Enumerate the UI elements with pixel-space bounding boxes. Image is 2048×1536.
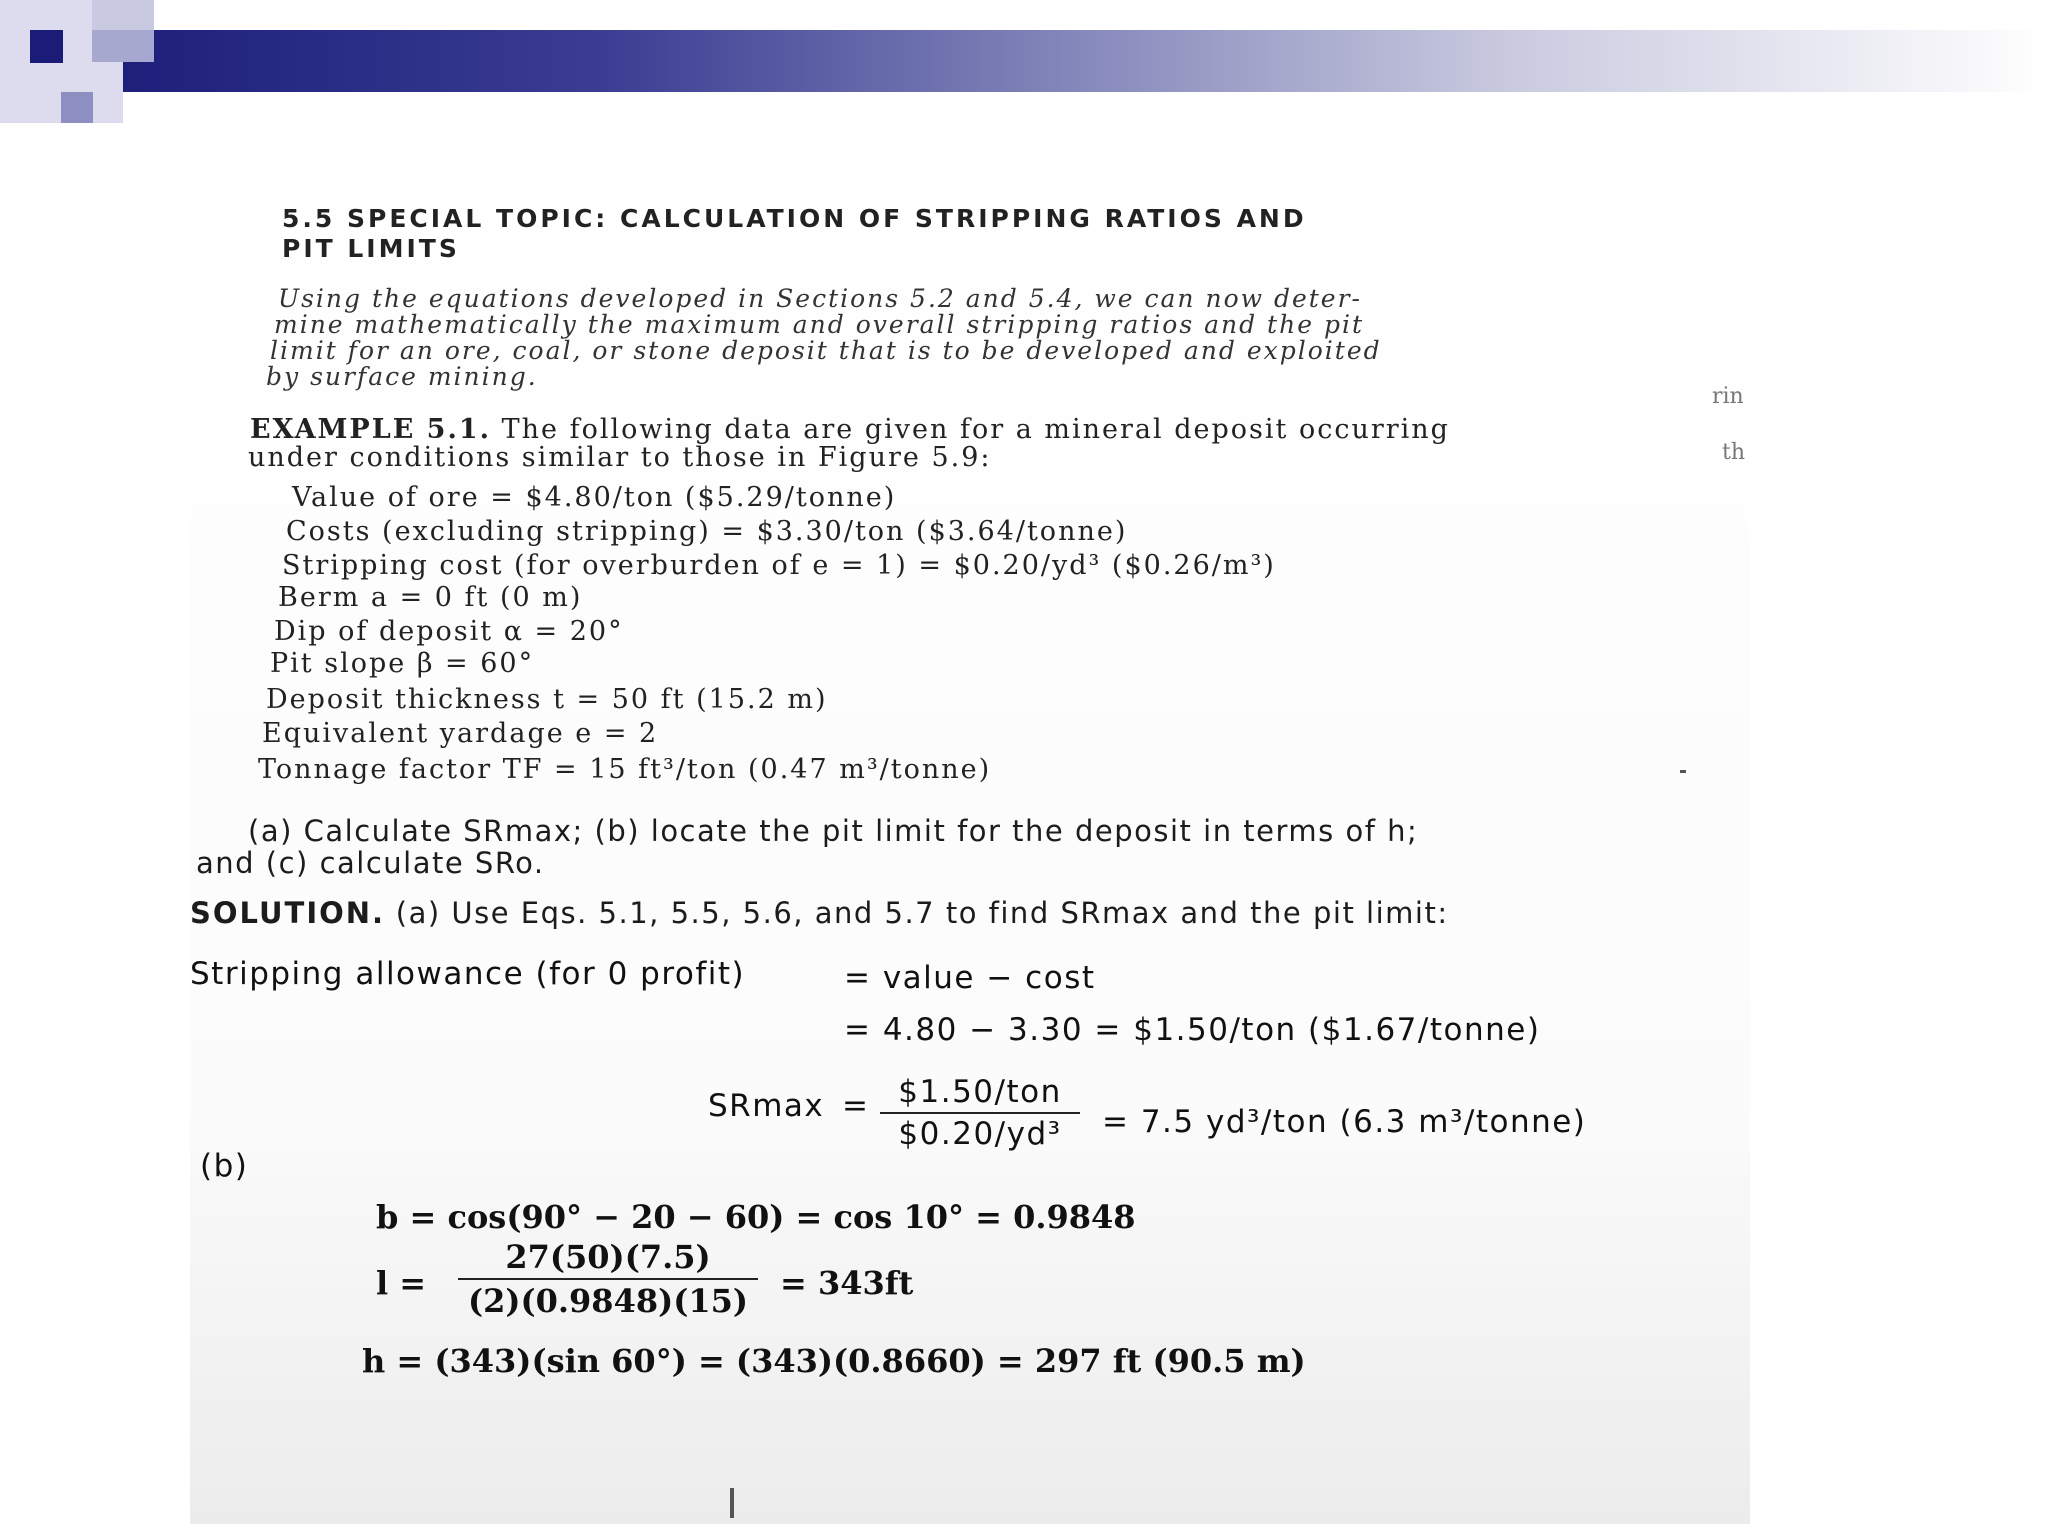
srmax-fraction bbox=[880, 1074, 1080, 1152]
data-line: Tonnage factor TF = 15 ft³/ton (0.47 m³/tonne) bbox=[258, 754, 992, 785]
allowance-rhs: = value − cost bbox=[844, 960, 1096, 996]
srmax-denominator: $0.20/yd³ bbox=[898, 1116, 1062, 1152]
fraction-bar bbox=[880, 1112, 1080, 1114]
intro-line: limit for an ore, coal, or stone deposit that is to be developed and exploited bbox=[270, 336, 1382, 365]
l-fraction bbox=[458, 1238, 758, 1320]
margin-note: th bbox=[1722, 440, 1746, 465]
question-line: and (c) calculate SRo. bbox=[196, 846, 545, 880]
srmax-result: = 7.5 yd³/ton (6.3 m³/tonne) bbox=[1102, 1104, 1587, 1140]
section-heading: 5.5 SPECIAL TOPIC: CALCULATION OF STRIPPING RATIOS AND bbox=[282, 204, 1307, 233]
data-line: Berm a = 0 ft (0 m) bbox=[278, 582, 583, 613]
corner-square-decoration bbox=[30, 30, 63, 63]
l-numerator: 27(50)(7.5) bbox=[505, 1238, 711, 1276]
allowance-lhs: Stripping allowance (for 0 profit) bbox=[190, 956, 746, 992]
solution-label: SOLUTION. bbox=[190, 896, 386, 930]
scanned-page bbox=[190, 138, 1750, 1524]
b-equation: b = cos(90° − 20 − 60) = cos 10° = 0.9848 bbox=[376, 1198, 1136, 1236]
l-denominator: (2)(0.9848)(15) bbox=[467, 1282, 749, 1320]
fraction-bar bbox=[458, 1278, 758, 1280]
l-result: = 343ft bbox=[780, 1264, 914, 1302]
example-text: The following data are given for a mineral deposit occurring bbox=[501, 414, 1450, 445]
solution-line bbox=[190, 896, 1449, 930]
scan-artifact bbox=[1680, 770, 1686, 773]
data-line: Costs (excluding stripping) = $3.30/ton ($3.64/tonne) bbox=[286, 516, 1128, 547]
corner-square-decoration bbox=[92, 30, 154, 62]
scan-artifact bbox=[730, 1488, 734, 1518]
intro-line: mine mathematically the maximum and overall stripping ratios and the pit bbox=[274, 310, 1364, 339]
example-line: under conditions similar to those in Figure 5.9: bbox=[248, 442, 992, 473]
data-line: Stripping cost (for overburden of e = 1) = $0.20/yd³ ($0.26/m³) bbox=[282, 550, 1276, 581]
intro-line: Using the equations developed in Sections 5.2 and 5.4, we can now deter- bbox=[278, 284, 1363, 313]
data-line: Value of ore = $4.80/ton ($5.29/tonne) bbox=[292, 482, 897, 513]
part-b-label: (b) bbox=[200, 1148, 249, 1184]
data-line: Deposit thickness t = 50 ft (15.2 m) bbox=[266, 684, 828, 715]
data-line: Pit slope β = 60° bbox=[270, 648, 535, 679]
data-line: Dip of deposit α = 20° bbox=[274, 616, 624, 647]
intro-line: by surface mining. bbox=[266, 362, 538, 391]
data-line: Equivalent yardage e = 2 bbox=[262, 718, 659, 749]
section-heading-cont: PIT LIMITS bbox=[282, 234, 460, 263]
solution-text: (a) Use Eqs. 5.1, 5.5, 5.6, and 5.7 to find SRmax and the pit limit: bbox=[395, 896, 1449, 930]
example-line bbox=[250, 414, 1450, 445]
srmax-lhs: SRmax bbox=[708, 1088, 825, 1124]
title-bar-gradient bbox=[120, 30, 2048, 92]
allowance-calc: = 4.80 − 3.30 = $1.50/ton ($1.67/tonne) bbox=[844, 1012, 1541, 1048]
h-equation: h = (343)(sin 60°) = (343)(0.8660) = 297 ft (90.5 m) bbox=[362, 1342, 1306, 1380]
example-label: EXAMPLE 5.1. bbox=[250, 414, 492, 445]
l-lhs: l = bbox=[376, 1264, 427, 1302]
corner-square-decoration bbox=[61, 92, 93, 123]
question-line: (a) Calculate SRmax; (b) locate the pit limit for the deposit in terms of h; bbox=[248, 814, 1419, 848]
srmax-equals: = bbox=[842, 1088, 870, 1124]
srmax-numerator: $1.50/ton bbox=[898, 1074, 1062, 1110]
margin-note: rin bbox=[1712, 384, 1744, 409]
